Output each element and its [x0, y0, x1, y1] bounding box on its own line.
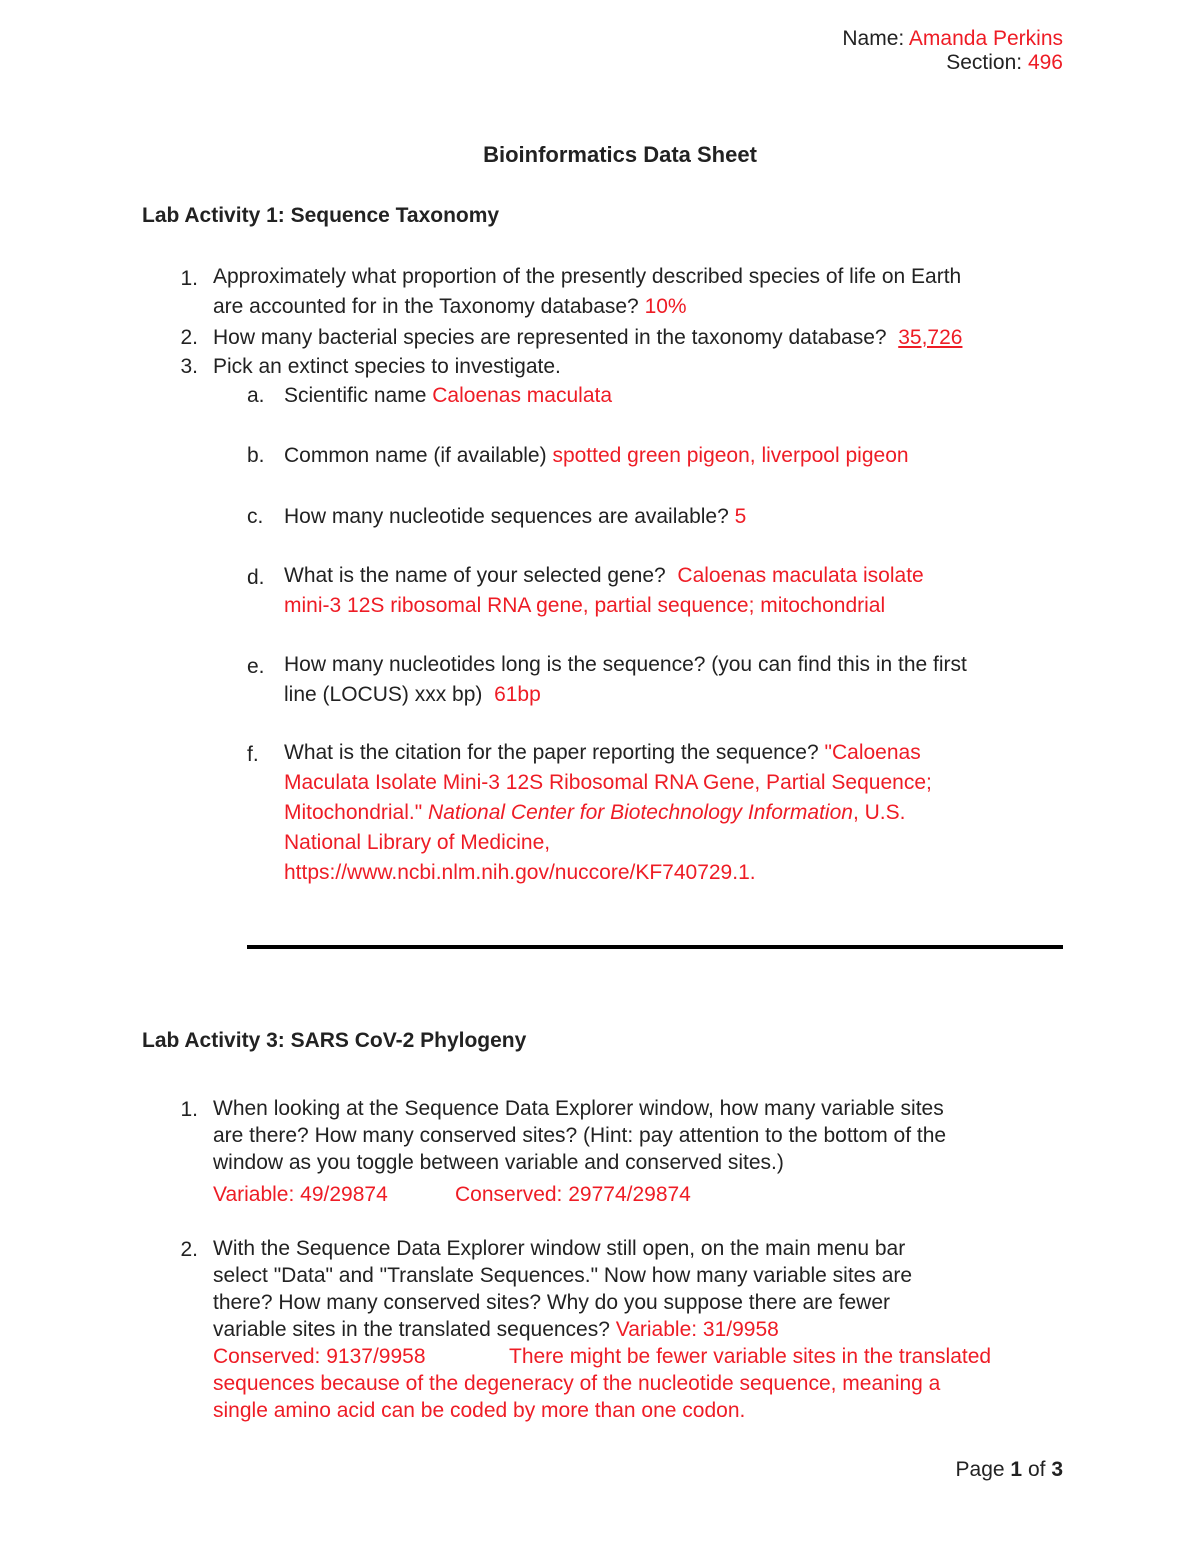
- a1-q3-number: 3.: [180, 355, 198, 378]
- a1-q1-number: 1.: [180, 267, 198, 290]
- a3-q1-variable: Variable: 49/29874: [213, 1183, 388, 1206]
- a1-q2-answer: 35,726: [898, 326, 963, 349]
- a1-q1: [213, 262, 961, 322]
- a1-qb-answer: spotted green pigeon, liverpool pigeon: [552, 444, 909, 467]
- a1-qd: What is the name of your selected gene? Caloenas maculata isolate mini-3 12S ribosomal RNA gene, partial sequence; mitochondrial: [284, 561, 924, 621]
- a1-qc-letter: c.: [247, 505, 264, 528]
- a3-q2-number: 2.: [180, 1238, 198, 1261]
- section-label: Section:: [946, 51, 1023, 74]
- a1-qc-answer: 5: [734, 505, 747, 528]
- citation-url: https://www.ncbi.nlm.nih.gov/nuccore/KF740729.1.: [284, 861, 756, 884]
- a1-q3: Pick an extinct species to investigate.: [213, 355, 561, 378]
- a1-qf-letter: f.: [247, 743, 259, 766]
- a1-qa: Scientific name Caloenas maculata: [284, 384, 613, 407]
- a3-q1: When looking at the Sequence Data Explorer window, how many variable sites are there? How many conserved sites? (Hint: pay attention to the bottom of the window as you toggle between variable and conserved sites.): [213, 1097, 947, 1174]
- a1-qa-letter: a.: [247, 384, 265, 407]
- name-value: Amanda Perkins: [908, 27, 1063, 50]
- a1-qa-answer: Caloenas maculata: [432, 384, 613, 407]
- a1-qe-answer: 61bp: [494, 683, 541, 706]
- a3-q2-conserved: Conserved: 9137/9958: [213, 1345, 426, 1368]
- name-label: Name:: [842, 27, 905, 50]
- a1-q2-number: 2.: [180, 326, 198, 349]
- a1-qe-letter: e.: [247, 655, 265, 678]
- a3-q2: With the Sequence Data Explorer window still open, on the main menu bar select "Data" and "Translate Sequences." Now how many variable sites are there? How many conserved sites? Why do you suppose there are fewer variable sites in the translated sequences? Variable: 31/9958 Conserved: 9137/9958 There might be fewer variable sites in the translated sequences because of the degeneracy of the nucleotide sequence, meaning a single amino acid can be coded by more than one codon.: [213, 1237, 992, 1422]
- a3-q1-conserved: Conserved: 29774/29874: [455, 1183, 691, 1206]
- a1-q1-answer: 10%: [644, 295, 687, 318]
- section-line: [946, 51, 1063, 75]
- activity1-heading: Lab Activity 1: Sequence Taxonomy: [142, 204, 500, 227]
- a1-qe: How many nucleotides long is the sequence? (you can find this in the first line (LOCUS) xxx bp) 61bp: [284, 653, 967, 706]
- section-divider: [247, 945, 1063, 949]
- a1-qf: What is the citation for the paper reporting the sequence? "Caloenas Maculata Isolate Mini-3 12S Ribosomal RNA Gene, Partial Sequence; Mitochondrial." National Center for Biotechnology Information, U.S. National Library of Medicine, https://www.ncbi.nlm.nih.gov/nuccore/KF740729.1.: [284, 738, 932, 888]
- a1-q2: How many bacterial species are represented in the taxonomy database? 35,726: [213, 326, 963, 349]
- page-title: Bioinformatics Data Sheet: [483, 142, 757, 167]
- section-value: 496: [1027, 51, 1063, 74]
- page-number: Page 1 of 3: [955, 1458, 1063, 1481]
- a1-qd-letter: d.: [247, 566, 265, 589]
- a1-qb-letter: b.: [247, 444, 265, 467]
- a1-qd-answer-line1: Caloenas maculata isolate: [677, 564, 924, 587]
- a1-q1-line2: are accounted for in the Taxonomy database? 10%: [213, 295, 687, 318]
- a1-qc: How many nucleotide sequences are available? 5: [284, 505, 747, 528]
- a1-qd-answer-line2: mini-3 12S ribosomal RNA gene, partial sequence; mitochondrial: [284, 594, 886, 617]
- activity3-heading: Lab Activity 3: SARS CoV-2 Phylogeny: [142, 1029, 527, 1052]
- name-line: [842, 27, 1063, 51]
- a3-q1-number: 1.: [180, 1098, 198, 1121]
- a3-q2-variable: Variable: 31/9958: [615, 1318, 779, 1341]
- a1-qb: Common name (if available) spotted green pigeon, liverpool pigeon: [284, 444, 909, 467]
- a1-q1-line1: Approximately what proportion of the presently described species of life on Earth: [213, 265, 962, 288]
